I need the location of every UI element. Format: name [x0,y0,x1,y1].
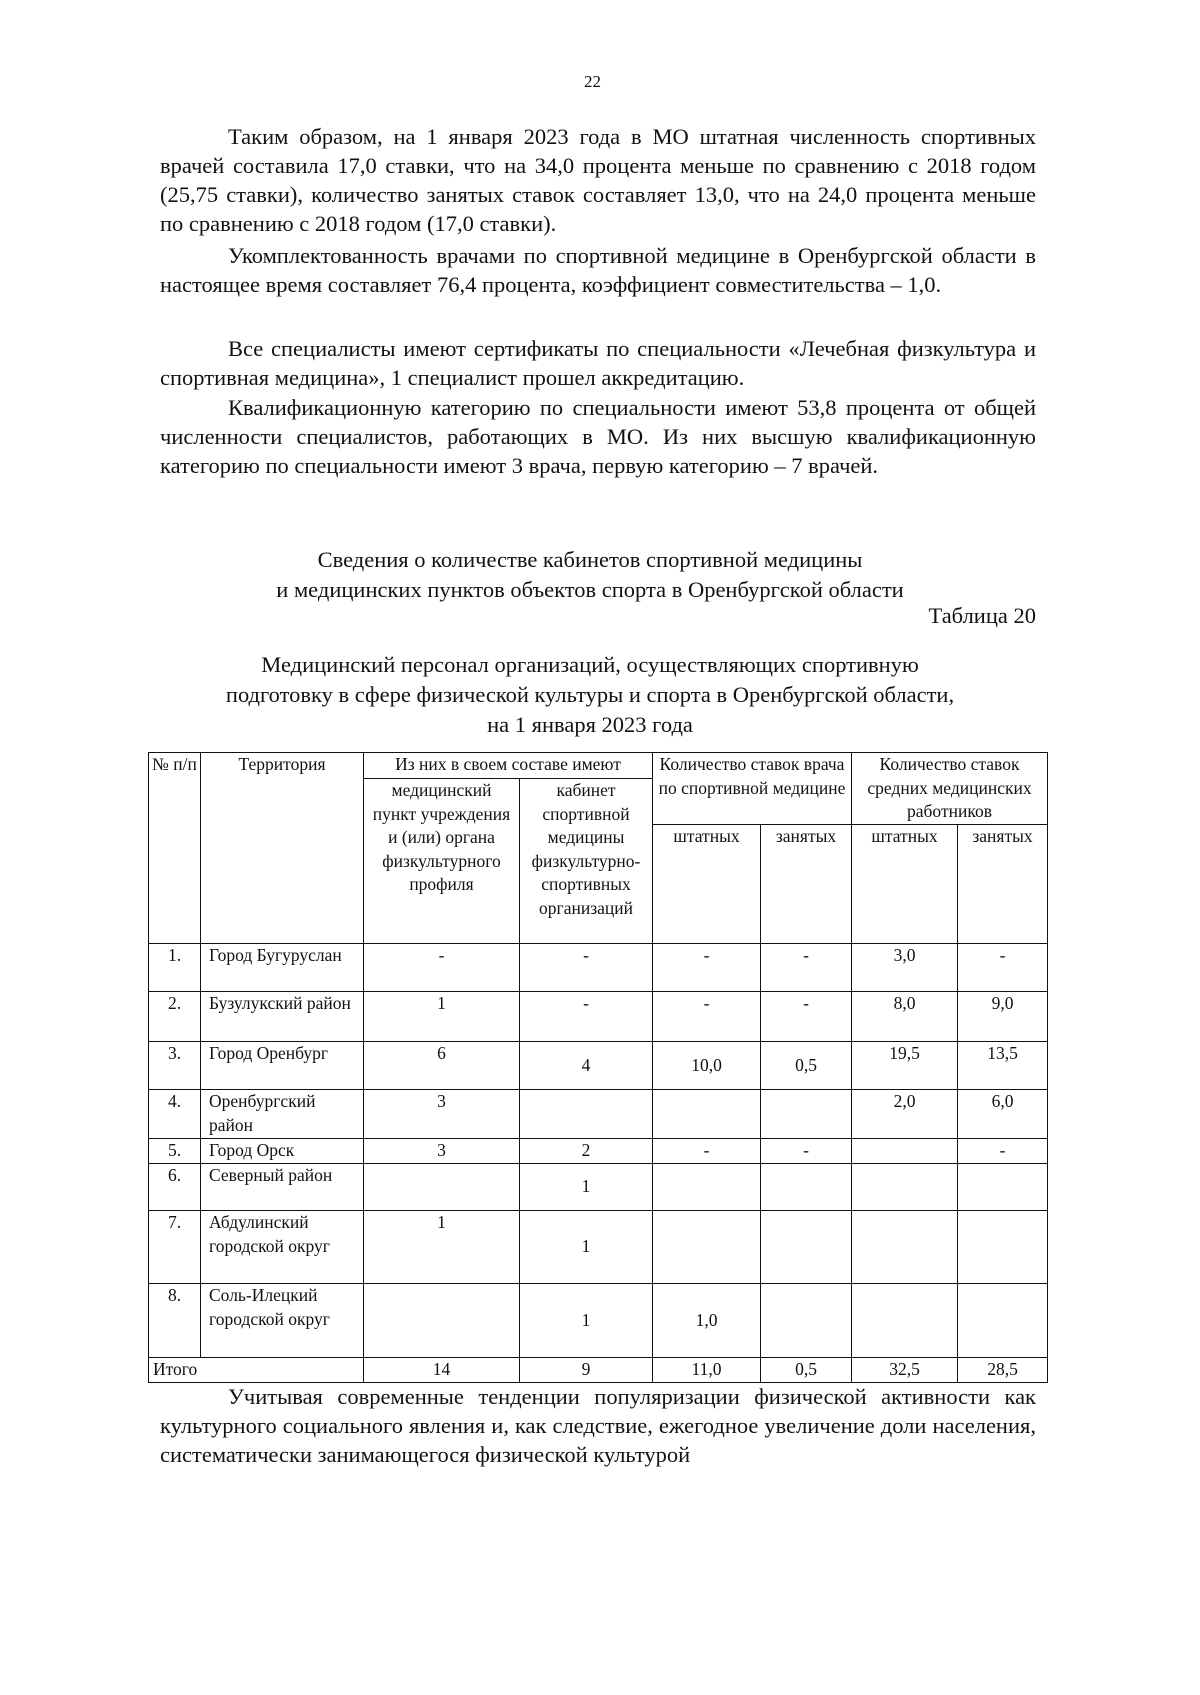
row-territory: Соль-Илецкий городской округ [201,1284,364,1358]
row-doc-staff: - [653,1139,761,1164]
total-mid-staff: 32,5 [852,1358,958,1383]
row-num: 1. [149,944,201,992]
total-mid-occupied: 28,5 [958,1358,1048,1383]
row-mid-staff: 2,0 [852,1090,958,1139]
table-row [149,1042,1048,1090]
row-med-point [364,1284,520,1358]
closing-paragraph: Учитывая современные тенденции популяризации физической активности как культурного социального явления и, как следствие, ежегодное увеличение доли населения, систематически занимающегося физической культурой [160,1384,1036,1467]
row-doc-occ: - [761,1139,852,1164]
row-num: 3. [149,1042,201,1090]
row-num: 7. [149,1211,201,1284]
row-mid-staff: 8,0 [852,992,958,1042]
row-med-point: 1 [364,992,520,1042]
header-doc-occupied: занятых [761,825,852,944]
row-doc-occ [761,1284,852,1358]
row-mid-occ: 9,0 [958,992,1048,1042]
header-mid-occupied: занятых [958,825,1048,944]
row-doc-staff: - [653,944,761,992]
row-num: 6. [149,1164,201,1211]
row-med-point [364,1164,520,1211]
row-territory: Бузулукский район [201,992,364,1042]
paragraph: Все специалисты имеют сертификаты по специальности «Лечебная физкультура и спортивная медицина», 1 специалист прошел аккредитацию. [160,336,1036,390]
table-title-line: на 1 января 2023 года [487,712,693,737]
row-cabinet: - [520,944,653,992]
paragraph: Таким образом, на 1 января 2023 года в МО штатная численность спортивных врачей составила 17,0 ставки, что на 34,0 процента меньше по сравнению с 2018 годом (25,75 ставки), количество занятых ставок составляет 13,0, что на 24,0 процента меньше по сравнению с 2018 годом (17,0 ставки). [160,124,1036,236]
header-group-nurses: Количество ставок средних медицинских работников [852,753,1048,825]
row-mid-staff: 3,0 [852,944,958,992]
row-num: 5. [149,1139,201,1164]
row-doc-occ [761,1090,852,1139]
row-mid-occ [958,1211,1048,1284]
row-territory: Город Бугуруслан [201,944,364,992]
row-cabinet: 1 [520,1164,653,1211]
row-doc-staff [653,1090,761,1139]
header-doc-staff: штатных [653,825,761,944]
total-med-point: 14 [364,1358,520,1383]
row-med-point: 6 [364,1042,520,1090]
section-heading-line: и медицинских пунктов объектов спорта в Оренбургской области [276,577,904,602]
row-mid-staff [852,1139,958,1164]
row-mid-occ: 6,0 [958,1090,1048,1139]
total-doc-occupied: 0,5 [761,1358,852,1383]
row-num: 4. [149,1090,201,1139]
table-title-line: подготовку в сфере физической культуры и спорта в Оренбургской области, [225,682,955,707]
table-row [149,1211,1048,1284]
row-cabinet: 4 [520,1042,653,1090]
header-cabinet: кабинет спортивной медицины физкультурно-спортивных организаций [520,779,653,944]
row-med-point: 1 [364,1211,520,1284]
row-mid-staff [852,1164,958,1211]
section-heading-line: Сведения о количестве кабинетов спортивной медицины [317,547,863,572]
row-territory: Оренбургский район [201,1090,364,1139]
header-med-point: медицинский пункт учреждения и (или) органа физкультурного профиля [364,779,520,944]
row-mid-staff [852,1211,958,1284]
row-doc-occ: - [761,944,852,992]
row-doc-staff: - [653,992,761,1042]
row-doc-staff: 10,0 [653,1042,761,1090]
row-doc-occ [761,1164,852,1211]
row-mid-occ: 13,5 [958,1042,1048,1090]
row-cabinet: 1 [520,1211,653,1284]
total-label: Итого [149,1358,364,1383]
row-territory: Абдулинский городской округ [201,1211,364,1284]
row-mid-occ [958,1164,1048,1211]
table-row [149,1090,1048,1139]
row-mid-staff: 19,5 [852,1042,958,1090]
paragraph: Укомплектованность врачами по спортивной медицине в Оренбургской области в настоящее время составляет 76,4 процента, коэффициент совместительства – 1,0. [160,243,1036,297]
header-group-facilities: Из них в своем составе имеют [364,753,653,779]
table-row [149,992,1048,1042]
page-number: 22 [584,72,601,91]
table-row [149,1139,1048,1164]
row-cabinet: 2 [520,1139,653,1164]
row-doc-staff [653,1164,761,1211]
row-mid-occ: - [958,944,1048,992]
row-num: 2. [149,992,201,1042]
row-doc-occ [761,1211,852,1284]
header-mid-staff: штатных [852,825,958,944]
section-heading [140,545,1040,605]
row-med-point: - [364,944,520,992]
header-num: № п/п [149,753,201,944]
row-doc-staff: 1,0 [653,1284,761,1358]
row-cabinet: - [520,992,653,1042]
row-mid-occ [958,1284,1048,1358]
row-doc-occ: 0,5 [761,1042,852,1090]
row-cabinet [520,1090,653,1139]
header-territory: Территория [201,753,364,944]
staff-table [148,752,1048,1383]
table-title [140,650,1040,740]
table-label: Таблица 20 [928,603,1036,628]
table-row [149,944,1048,992]
total-cabinet: 9 [520,1358,653,1383]
row-med-point: 3 [364,1139,520,1164]
row-mid-staff [852,1284,958,1358]
paragraph: Квалификационную категорию по специальности имеют 53,8 процента от общей численности специалистов, работающих в МО. Из них высшую квалификационную категорию по специальности имеют 3 врача, первую категорию – 7 врачей. [160,395,1036,478]
row-num: 8. [149,1284,201,1358]
row-doc-staff [653,1211,761,1284]
total-doc-staff: 11,0 [653,1358,761,1383]
total-row [149,1358,1048,1383]
row-territory: Город Орск [201,1139,364,1164]
row-med-point: 3 [364,1090,520,1139]
table-row [149,1284,1048,1358]
table-row [149,1164,1048,1211]
row-territory: Северный район [201,1164,364,1211]
row-cabinet: 1 [520,1284,653,1358]
row-territory: Город Оренбург [201,1042,364,1090]
row-doc-occ: - [761,992,852,1042]
table-title-line: Медицинский персонал организаций, осуществляющих спортивную [261,652,919,677]
header-group-doctors: Количество ставок врача по спортивной медицине [653,753,852,825]
row-mid-occ: - [958,1139,1048,1164]
